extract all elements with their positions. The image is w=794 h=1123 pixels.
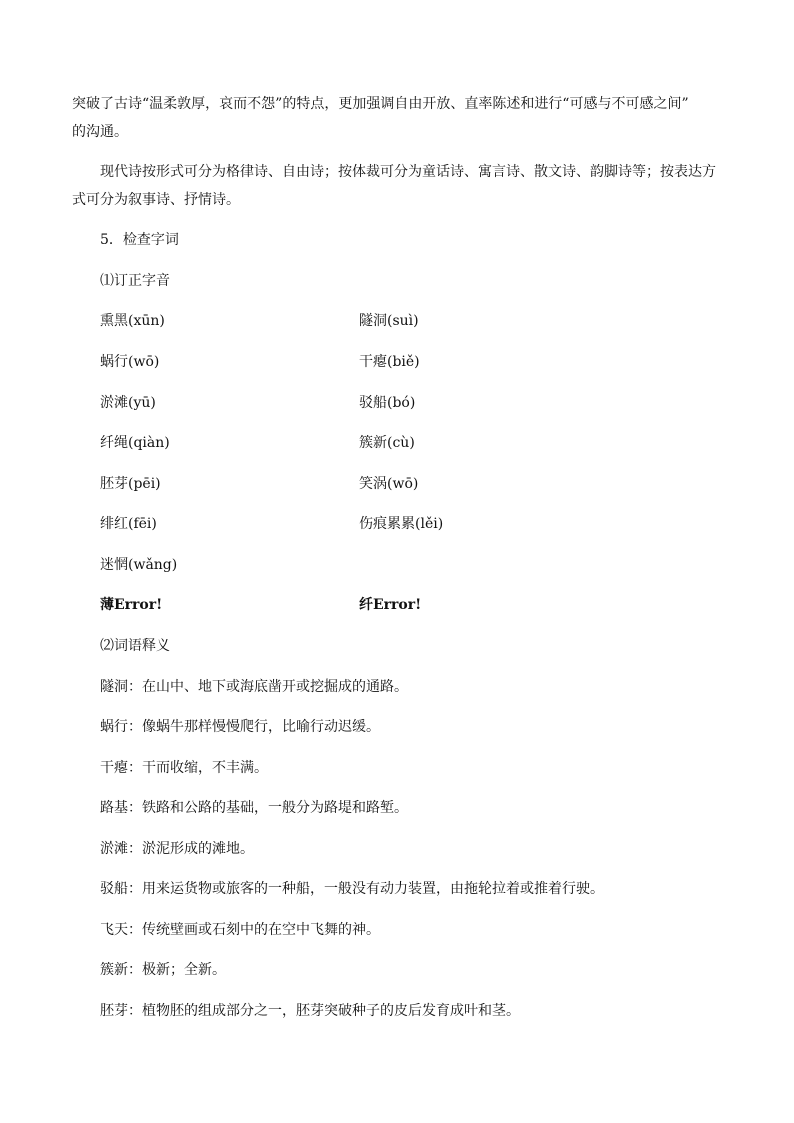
definition-item: 簇新：极新；全新。: [100, 962, 226, 978]
pronunciation-right: 笑涡(wō): [359, 476, 419, 492]
pronunciation-left: 迷惘(wǎng): [100, 557, 178, 573]
pronunciation-left: 绯红(fēi): [100, 516, 157, 532]
definition-item: 驳船：用来运货物或旅客的一种船，一般没有动力装置，由拖轮拉着或推着行驶。: [100, 881, 604, 897]
pronunciation-right: 驳船(bó): [359, 395, 416, 411]
error-left: 薄Error!: [100, 597, 163, 613]
classification-line-2: 式可分为叙事诗、抒情诗。: [72, 192, 240, 208]
pronunciation-right: 隧洞(suì): [359, 313, 419, 329]
definition-item: 路基：铁路和公路的基础，一般分为路堤和路堑。: [100, 800, 408, 816]
pronunciation-right: 伤痕累累(lěi): [359, 516, 444, 532]
subsection-definitions: ⑵词语释义: [100, 638, 170, 654]
definition-item: 淤滩：淤泥形成的滩地。: [100, 841, 254, 857]
intro-line-2: 的沟通。: [72, 124, 128, 140]
classification-line-1: 现代诗按形式可分为格律诗、自由诗；按体裁可分为童话诗、寓言诗、散文诗、韵脚诗等；按表达方: [100, 164, 716, 180]
definition-item: 隧洞：在山中、地下或海底凿开或挖掘成的通路。: [100, 679, 408, 695]
pronunciation-left: 胚芽(pēi): [100, 476, 161, 492]
section-title: 5．检查字词: [100, 232, 179, 248]
definition-item: 干瘪：干而收缩，不丰满。: [100, 760, 268, 776]
definition-item: 飞天：传统壁画或石刻中的在空中飞舞的神。: [100, 922, 380, 938]
pronunciation-left: 蜗行(wō): [100, 354, 160, 370]
pronunciation-right: 干瘪(biě): [359, 354, 420, 370]
intro-line-1: 突破了古诗“温柔敦厚，哀而不怨”的特点，更加强调自由开放、直率陈述和进行“可感与不可感之间”: [72, 96, 689, 112]
definition-item: 胚芽：植物胚的组成部分之一，胚芽突破种子的皮后发育成叶和茎。: [100, 1003, 520, 1019]
pronunciation-left: 淤滩(yū): [100, 395, 156, 411]
pronunciation-right: 簇新(cù): [359, 435, 415, 451]
error-right: 纤Error!: [359, 597, 422, 613]
definition-item: 蜗行：像蜗牛那样慢慢爬行，比喻行动迟缓。: [100, 719, 380, 735]
pronunciation-left: 熏黑(xūn): [100, 313, 165, 329]
pronunciation-left: 纤绳(qiàn): [100, 435, 170, 451]
subsection-pronunciation: ⑴订正字音: [100, 273, 170, 289]
